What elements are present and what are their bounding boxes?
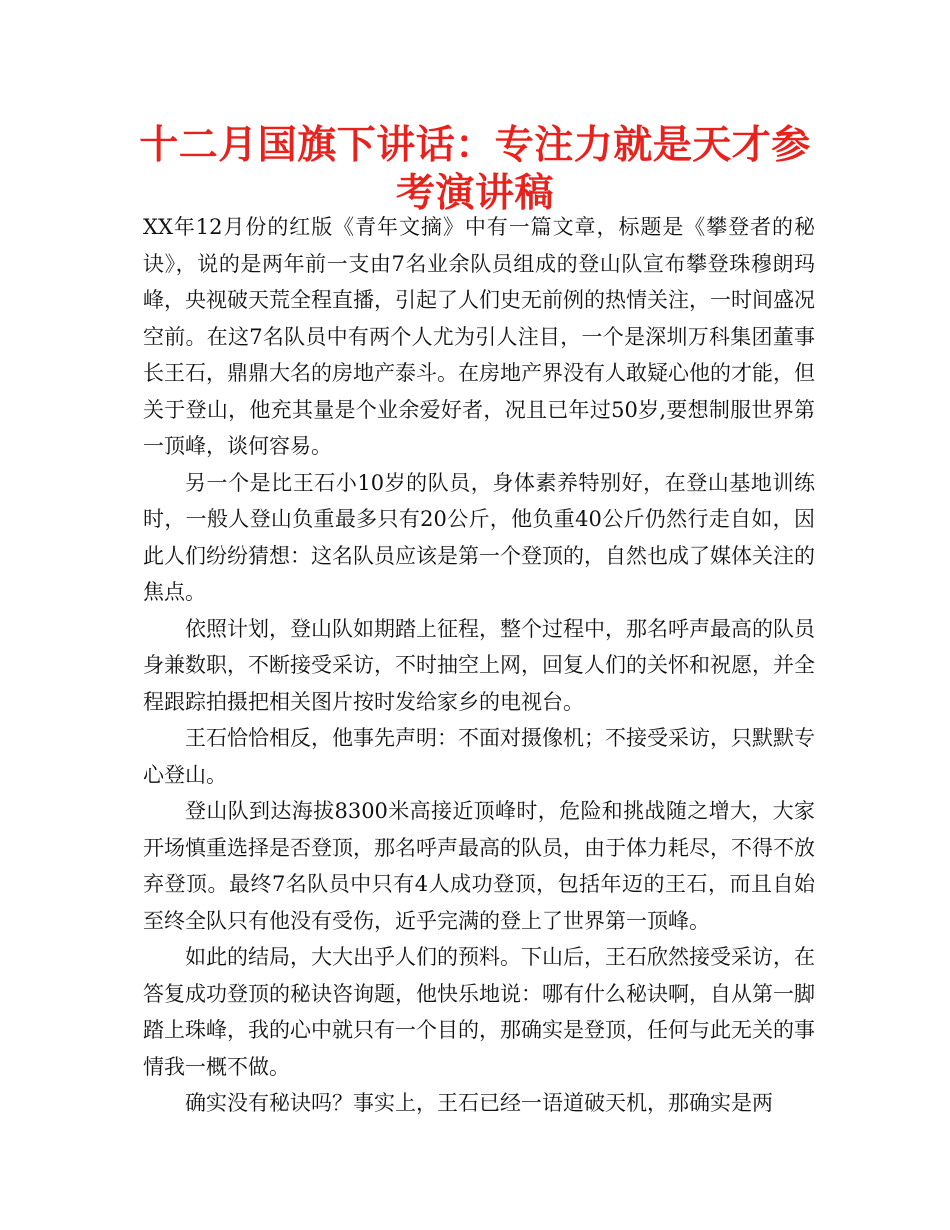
paragraph: 登山队到达海拔8300米高接近顶峰时，危险和挑战随之增大，大家开场慎重选择是否登顶，那名呼声最高的队员，由于体力耗尽，不得不放弃登顶。最终7名队员中只有4人成功登顶，包括年迈的王石，而且自始至终全队只有他没有受伤，近乎完满的登上了世界第一顶峰。 <box>143 799 815 933</box>
paragraph: 如此的结局，大大出乎人们的预料。下山后，王石欣然接受采访，在答复成功登顶的秘诀咨询题，他快乐地说：哪有什么秘诀啊，自从第一脚踏上珠峰，我的心中就只有一个目的，那确实是登顶，任何与此无关的事情我一概不做。 <box>143 945 815 1079</box>
document-body <box>143 209 815 1122</box>
paragraph: 确实没有秘诀吗？事实上，王石已经一语道破天机，那确实是两 <box>185 1091 773 1115</box>
paragraph: 王石恰恰相反，他事先声明：不面对摄像机；不接受采访，只默默专心登山。 <box>143 726 815 787</box>
paragraph: XX年12月份的红版《青年文摘》中有一篇文章，标题是《攀登者的秘诀》，说的是两年前一支由7名业余队员组成的登山队宣布攀登珠穆朗玛峰，央视破天荒全程直播，引起了人们史无前例的热情关注，一时间盛况空前。在这7名队员中有两个人尤为引人注目，一个是深圳万科集团董事长王石，鼎鼎大名的房地产泰斗。在房地产界没有人敢疑心他的才能，但关于登山，他充其量是个业余爱好者，况且已年过50岁,要想制服世界第一顶峰，谈何容易。 <box>143 215 815 458</box>
document-title: 十二月国旗下讲话：专注力就是天才参考演讲稿 <box>139 123 811 216</box>
paragraph: 另一个是比王石小10岁的队员，身体素养特别好，在登山基地训练时，一般人登山负重最多只有20公斤，他负重40公斤仍然行走自如，因此人们纷纷猜想：这名队员应该是第一个登顶的，自然也成了媒体关注的焦点。 <box>143 470 815 604</box>
paragraph: 依照计划，登山队如期踏上征程，整个过程中，那名呼声最高的队员身兼数职，不断接受采访，不时抽空上网，回复人们的关怀和祝愿，并全程跟踪拍摄把相关图片按时发给家乡的电视台。 <box>143 616 815 714</box>
